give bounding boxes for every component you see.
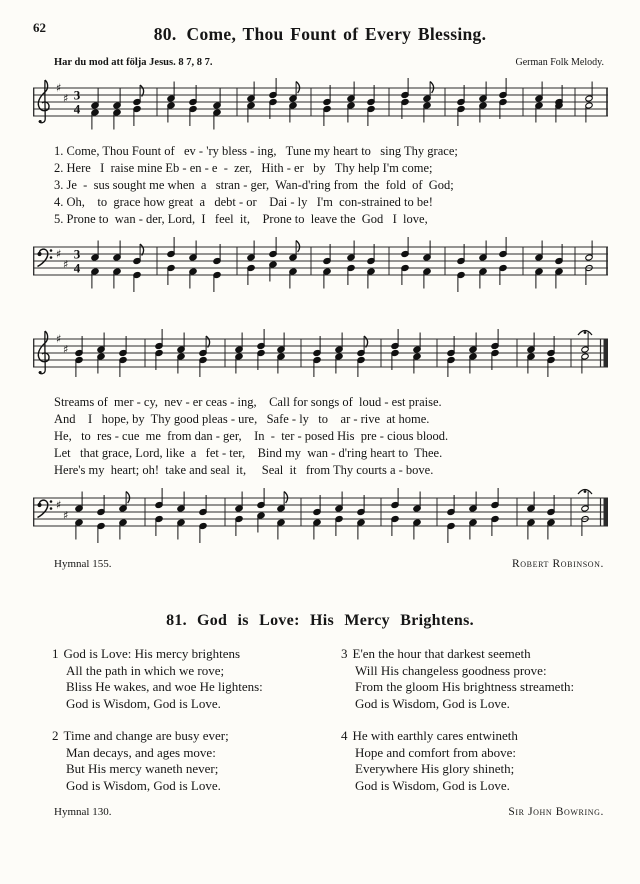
hymn81-verses (30, 646, 610, 794)
bass-staff-1 (33, 231, 608, 299)
lyric-line: He, to res - cue me from dan - ger, In - ter - posed His pre - cious blood. (54, 429, 449, 443)
svg-text:4: 4 (73, 260, 80, 276)
verse-line: All the path in which we rove; (66, 662, 225, 678)
verse-line-text: Time and change are busy ever; (63, 728, 229, 743)
verse-number: 3 (341, 646, 348, 661)
lyric-line: 4. Oh, to grace how great a debt - or Dai - ly I'm con-strained to be! (54, 195, 433, 209)
melody-credit: German Folk Melody. (515, 57, 604, 68)
hymn81-title (30, 612, 610, 630)
hymn80-title (30, 24, 610, 45)
verse-line (341, 646, 604, 663)
svg-text:♯: ♯ (62, 343, 68, 356)
meter-note: Har du mod att följa Jesus. 8 7, 8 7. (54, 57, 213, 68)
hymn-80-section (30, 24, 610, 570)
hymn80-footer (54, 558, 604, 570)
verse-line: God is Wisdom, God is Love. (355, 695, 510, 711)
verse-line (52, 728, 315, 745)
lyric-line: 5. Prone to wan - der, Lord, I feel it, Prone to leave the God I love, (54, 212, 428, 226)
svg-text:♯: ♯ (55, 332, 61, 346)
verse-line-text: He with earthly cares entwineth (352, 728, 518, 743)
hymn81-title-text: God is Love: His Mercy Brightens. (196, 612, 474, 629)
hymn80-title-text: Come, Thou Fount of Every Blessing. (186, 24, 487, 44)
verse-line: Everywhere His glory shineth; (355, 761, 515, 776)
lyric-line: Let that grace, Lord, like a fet - ter, Bind my wan - d'ring heart to Thee. (54, 446, 443, 460)
treble-staff-2 (33, 323, 608, 391)
svg-text:♯: ♯ (55, 81, 61, 95)
lyric-line: Here's my heart; oh! take and seal it, Seal it from Thy courts a - bove. (54, 463, 434, 477)
bass-staff-2 (33, 482, 608, 550)
lyric-line: Streams of mer - cy, nev - er ceas - ing, Call for songs of loud - est praise. (54, 395, 442, 409)
verse-line-text: God is Love: His mercy brightens (63, 646, 241, 661)
hymn81-author: Sir John Bowring. (508, 806, 604, 818)
lyric-line: 1. Come, Thou Fount of ev - 'ry bless - ing, Tune my heart to sing Thy grace; (54, 144, 458, 158)
svg-text:3: 3 (73, 246, 80, 262)
verse-line: God is Wisdom, God is Love. (66, 777, 221, 793)
svg-text:♯: ♯ (62, 258, 68, 271)
verse-3 (341, 646, 604, 712)
svg-text:♯: ♯ (55, 247, 61, 261)
hymn80-author: Robert Robinson. (512, 558, 604, 570)
verse-number: 2 (52, 728, 59, 743)
lyric-line: 3. Je - sus sought me when a stran - ger, Wan-d'ring from the fold of God; (54, 178, 454, 192)
verse-line: From the gloom His brightness streameth: (355, 679, 575, 694)
verse-number: 1 (52, 646, 59, 661)
hymn81-footer (54, 806, 604, 818)
page-number: 62 (33, 20, 46, 35)
verse-line: God is Wisdom, God is Love. (355, 777, 510, 793)
hymn81-number: 81. (166, 612, 187, 629)
hymn81-hymnal-ref: Hymnal 130. (54, 806, 112, 818)
verse-line: Hope and comfort from above: (355, 744, 517, 760)
svg-text:♯: ♯ (62, 92, 68, 105)
verse-line: Man decays, and ages move: (66, 744, 216, 760)
verse-line (341, 728, 604, 745)
lyric-line: And I hope, by Thy good pleas - ure, Safe - ly to ar - rive at home. (54, 412, 430, 426)
lyrics-first-half (54, 143, 610, 228)
verse-line-text: E'en the hour that darkest seemeth (352, 646, 531, 661)
verse-4 (341, 728, 604, 794)
verse-2 (52, 728, 315, 794)
verse-line: God is Wisdom, God is Love. (66, 695, 221, 711)
lyric-line: 2. Here I raise mine Eb - en - e - zer, Hith - er by Thy help I'm come; (54, 161, 433, 175)
hymn-81-section (30, 612, 610, 818)
hymn80-number: 80. (153, 24, 177, 44)
treble-staff-1 (33, 72, 608, 140)
svg-text:♯: ♯ (55, 498, 61, 512)
svg-text:4: 4 (73, 101, 80, 117)
lyrics-second-half (54, 394, 610, 479)
svg-text:♯: ♯ (62, 509, 68, 522)
verse-line: Will His changeless goodness prove: (355, 662, 547, 678)
verse-1 (52, 646, 315, 712)
verse-line: But His mercy waneth never; (66, 761, 219, 776)
svg-text:3: 3 (73, 87, 80, 103)
hymn80-hymnal-ref: Hymnal 155. (54, 558, 112, 570)
hymn80-subtitle-row (54, 57, 604, 68)
verse-number: 4 (341, 728, 348, 743)
verse-line: Bliss He wakes, and woe He lightens: (66, 679, 263, 694)
verse-line (52, 646, 315, 663)
